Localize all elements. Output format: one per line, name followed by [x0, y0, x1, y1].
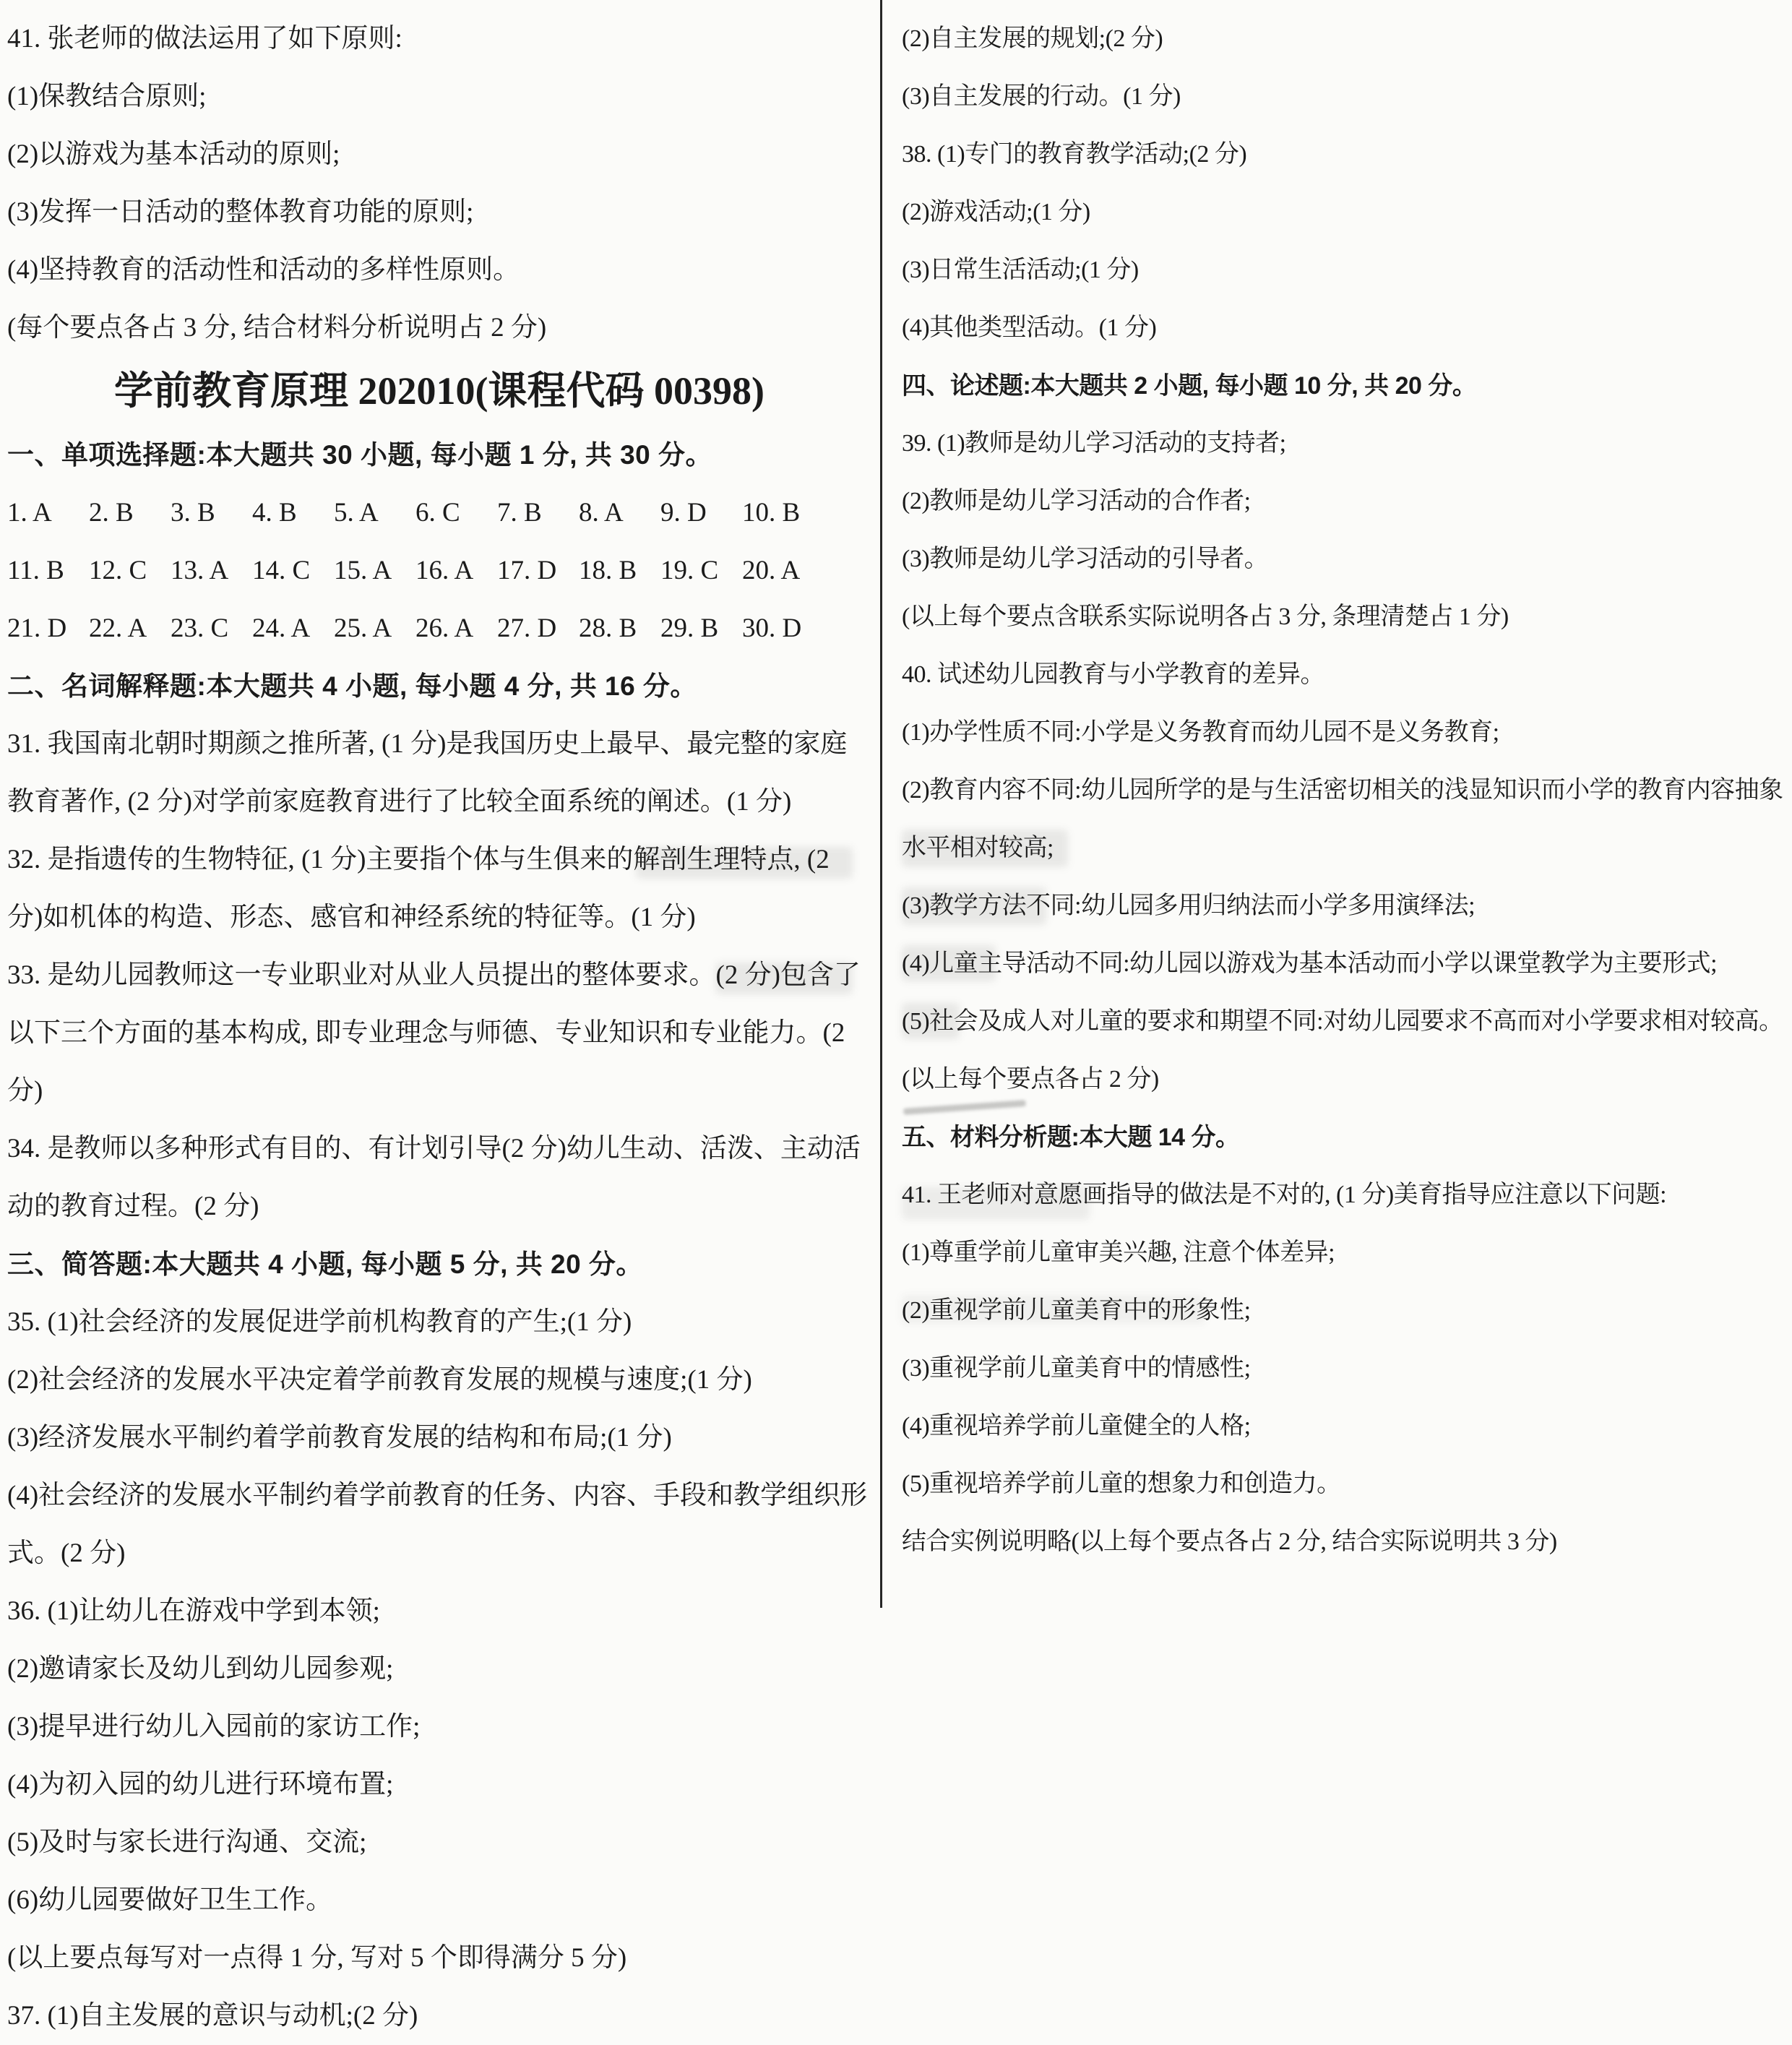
answer-cell: 15. A	[334, 556, 392, 585]
answer-cell: 12. C	[89, 556, 147, 585]
text-line: (5)社会及成人对儿童的要求和期望不同:对幼儿园要求不高而对小学要求相对较高。	[902, 1008, 1783, 1035]
text-line: (3)重视学前儿童美育中的情感性;	[902, 1355, 1251, 1382]
text-line: (3)自主发展的行动。(1 分)	[902, 83, 1181, 110]
text-line: 37. (1)自主发展的意识与动机;(2 分)	[7, 2001, 418, 2031]
answer-cell: 5. A	[334, 498, 379, 528]
text-line: 41. 张老师的做法运用了如下原则:	[7, 24, 402, 53]
right-text-block	[902, 10, 1787, 1571]
answer-cell: 26. A	[415, 614, 474, 643]
text-line: 40. 试述幼儿园教育与小学教育的差异。	[902, 661, 1324, 688]
answer-cell: 1. A	[7, 498, 52, 528]
answer-cell: 23. C	[171, 614, 229, 643]
text-line: (5)重视培养学前儿童的想象力和创造力。	[902, 1471, 1341, 1497]
right-column	[902, 10, 1787, 1571]
text-line: (2)自主发展的规划;(2 分)	[902, 25, 1163, 52]
text-line: (2)教育内容不同:幼儿园所学的是与生活密切相关的浅显知识而小学的教育内容抽象水平相对较高;	[902, 777, 1783, 861]
answer-cell: 30. D	[742, 614, 802, 643]
text-line: (3)发挥一日活动的整体教育功能的原则;	[7, 197, 474, 227]
text-line: (3)提早进行幼儿入园前的家访工作;	[7, 1712, 421, 1742]
answer-cell: 25. A	[334, 614, 392, 643]
mcq-answer-grid	[7, 484, 824, 658]
section-heading-multiple-choice: 一、单项选择题:本大题共 30 小题, 每小题 1 分, 共 30 分。	[7, 440, 713, 470]
text-line: (4)其他类型活动。(1 分)	[902, 314, 1157, 341]
answer-cell: 21. D	[7, 614, 67, 643]
text-line: (每个要点各占 3 分, 结合材料分析说明占 2 分)	[7, 313, 547, 343]
text-line: (6)幼儿园要做好卫生工作。	[7, 1885, 333, 1915]
answer-cell: 11. B	[7, 556, 64, 585]
text-line: (2)邀请家长及幼儿到幼儿园参观;	[7, 1654, 394, 1684]
text-line: 39. (1)教师是幼儿学习活动的支持者;	[902, 430, 1286, 457]
text-line: (2)游戏活动;(1 分)	[902, 199, 1090, 225]
answer-cell: 29. B	[660, 614, 719, 643]
text-line: (以上每个要点含联系实际说明各占 3 分, 条理清楚占 1 分)	[902, 603, 1509, 630]
text-line: (4)社会经济的发展水平制约着学前教育的任务、内容、手段和教学组织形式。(2 分)	[7, 1481, 868, 1568]
left-text-block	[7, 658, 871, 2045]
answer-cell: 9. D	[660, 498, 707, 528]
answer-cell: 18. B	[579, 556, 637, 585]
text-line: 三、简答题:本大题共 4 小题, 每小题 5 分, 共 20 分。	[7, 1249, 643, 1279]
answer-cell: 27. D	[497, 614, 557, 643]
answer-cell: 7. B	[497, 498, 542, 528]
text-line: (4)儿童主导活动不同:幼儿园以游戏为基本活动而小学以课堂教学为主要形式;	[902, 950, 1718, 977]
text-line: 36. (1)让幼儿在游戏中学到本领;	[7, 1596, 380, 1626]
text-line: (3)教师是幼儿学习活动的引导者。	[902, 546, 1269, 572]
answer-cell: 2. B	[89, 498, 134, 528]
text-line: (2)社会经济的发展水平决定着学前教育发展的规模与速度;(1 分)	[7, 1365, 752, 1395]
answer-cell: 24. A	[252, 614, 311, 643]
text-line: (以上每个要点各占 2 分)	[902, 1066, 1159, 1093]
text-line: 结合实例说明略(以上每个要点各占 2 分, 结合实际说明共 3 分)	[902, 1528, 1557, 1555]
answer-cell: 13. A	[171, 556, 229, 585]
page-title: 学前教育原理 202010(课程代码 00398)	[114, 369, 764, 413]
text-line: 38. (1)专门的教育教学活动;(2 分)	[902, 141, 1247, 168]
text-line: (4)为初入园的幼儿进行环境布置;	[7, 1770, 394, 1799]
text-line: 35. (1)社会经济的发展促进学前机构教育的产生;(1 分)	[7, 1307, 632, 1337]
text-line: (2)以游戏为基本活动的原则;	[7, 139, 340, 169]
text-line: (4)重视培养学前儿童健全的人格;	[902, 1413, 1251, 1439]
column-divider	[880, 0, 882, 1608]
text-line: (2)重视学前儿童美育中的形象性;	[902, 1297, 1251, 1324]
text-line: (5)及时与家长进行沟通、交流;	[7, 1827, 367, 1857]
answer-cell: 10. B	[742, 498, 801, 528]
answer-cell: 14. C	[252, 556, 311, 585]
text-line: 二、名词解释题:本大题共 4 小题, 每小题 4 分, 共 16 分。	[7, 671, 697, 701]
material-answer-tail-block	[7, 10, 871, 357]
text-line: (以上要点每写对一点得 1 分, 写对 5 个即得满分 5 分)	[7, 1943, 627, 1973]
text-line: (1)办学性质不同:小学是义务教育而幼儿园不是义务教育;	[902, 719, 1499, 746]
answer-cell: 22. A	[89, 614, 147, 643]
answer-cell: 3. B	[171, 498, 215, 528]
text-line: 32. 是指遗传的生物特征, (1 分)主要指个体与生俱来的解剖生理特点, (2 分)如机体的构造、形态、感官和神经系统的特征等。(1 分)	[7, 845, 830, 932]
text-line: 31. 我国南北朝时期颜之推所著, (1 分)是我国历史上最早、最完整的家庭教育著作, (2 分)对学前家庭教育进行了比较全面系统的阐述。(1 分)	[7, 729, 848, 817]
text-line: (2)教师是幼儿学习活动的合作者;	[902, 488, 1251, 515]
text-line: 34. 是教师以多种形式有目的、有计划引导(2 分)幼儿生动、活泼、主动活动的教育过程。(2 分)	[7, 1134, 861, 1221]
text-line: 33. 是幼儿园教师这一专业职业对从业人员提出的整体要求。(2 分)包含了以下三个方面的基本构成, 即专业理念与师德、专业知识和专业能力。(2 分)	[7, 960, 861, 1106]
text-line: 四、论述题:本大题共 2 小题, 每小题 10 分, 共 20 分。	[902, 372, 1477, 400]
answer-cell: 4. B	[252, 498, 297, 528]
text-line: (4)坚持教育的活动性和活动的多样性原则。	[7, 255, 520, 285]
answer-cell: 28. B	[579, 614, 637, 643]
answer-cell: 20. A	[742, 556, 801, 585]
text-line: 五、材料分析题:本大题 14 分。	[902, 1124, 1240, 1151]
answer-cell: 6. C	[415, 498, 460, 528]
text-line: (1)尊重学前儿童审美兴趣, 注意个体差异;	[902, 1239, 1335, 1266]
answer-cell: 8. A	[579, 498, 624, 528]
answer-cell: 17. D	[497, 556, 557, 585]
answer-cell: 19. C	[660, 556, 719, 585]
text-line: 41. 王老师对意愿画指导的做法是不对的, (1 分)美育指导应注意以下问题:	[902, 1181, 1667, 1208]
text-line: (3)经济发展水平制约着学前教育发展的结构和布局;(1 分)	[7, 1423, 672, 1452]
text-line: (3)教学方法不同:幼儿园多用归纳法而小学多用演绎法;	[902, 892, 1476, 919]
text-line: (1)保教结合原则;	[7, 82, 207, 111]
left-column	[7, 10, 871, 2045]
text-line: (3)日常生活活动;(1 分)	[902, 257, 1139, 283]
answer-cell: 16. A	[415, 556, 474, 585]
